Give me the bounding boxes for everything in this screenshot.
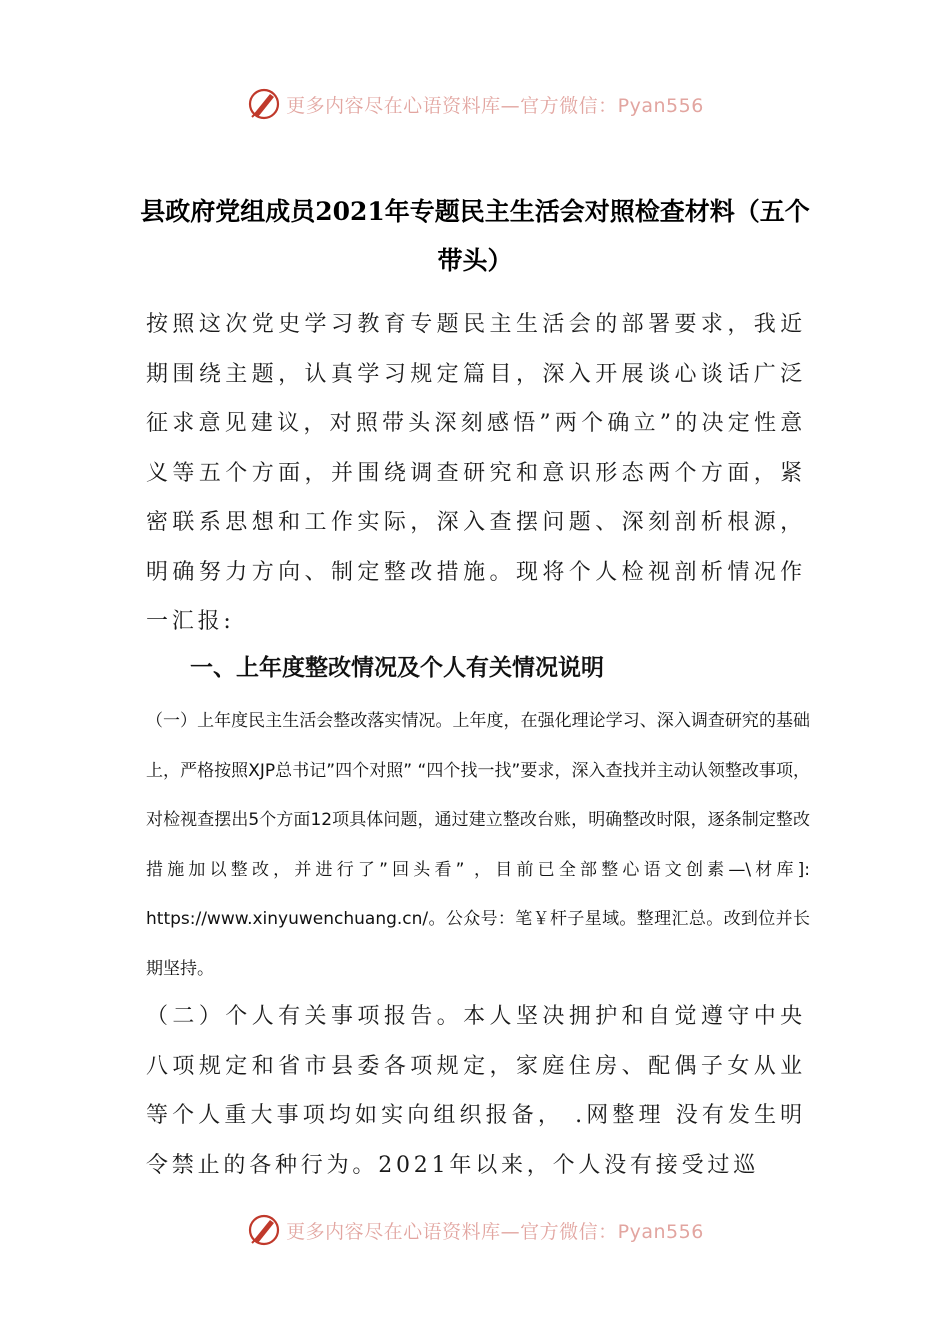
footer-watermark xyxy=(0,1210,950,1250)
intro-paragraph: 按照这次党史学习教育专题民主生活会的部署要求，我近期围绕主题，认真学习规定篇目，深入开展谈心谈话广泛征求意见建议，对照带头深刻感悟”两个确立”的决定性意义等五个方面，并围绕调查研究和意识形态两个方面，紧密联系思想和工作实际，深入查摆问题、深刻剖析根源，明确努力方向、制定整改措施。现将个人检视剖析情况作一汇报: xyxy=(146,312,806,634)
header-watermark-text: 更多内容尽在心语资料库—官方微信：Pyan556 xyxy=(286,94,704,117)
header-watermark xyxy=(0,84,950,124)
quill-pen-logo-icon xyxy=(246,1212,282,1248)
subsection-2-paragraph: （二）个人有关事项报告。本人坚决拥护和自觉遵守中央八项规定和省市县委各项规定，家庭住房、配偶子女从业等个人重大事项均如实向组织报备， .网整理 没有发生明令禁止的各种行为。2021年以来，个人没有接受过巡 xyxy=(146,1004,806,1178)
section-1-heading: 一、上年度整改情况及个人有关情况说明 xyxy=(190,655,604,681)
footer-watermark-text: 更多内容尽在心语资料库—官方微信：Pyan556 xyxy=(286,1220,704,1243)
quill-pen-logo-icon xyxy=(246,86,282,122)
document-title: 县政府党组成员2021年专题民主生活会对照检查材料（五个带头） xyxy=(140,196,810,275)
subsection-1-paragraph: （一）上年度民主生活会整改落实情况。上年度，在强化理论学习、深入调查研究的基础上，严格按照XJP总书记”四个对照” “四个找一找”要求，深入查找并主动认领整改事项，对检视查摆出5个方面12项具体问题，通过建立整改台账，明确整改时限，逐条制定整改措施加以整改，并进行了”回头看” ，目前已全部整心语文创素—\材库]: https://www.xinyuwenchuang.cn/。公众号：笔￥杆子星域。整理汇总。改到位并长期坚持。 xyxy=(146,711,810,979)
